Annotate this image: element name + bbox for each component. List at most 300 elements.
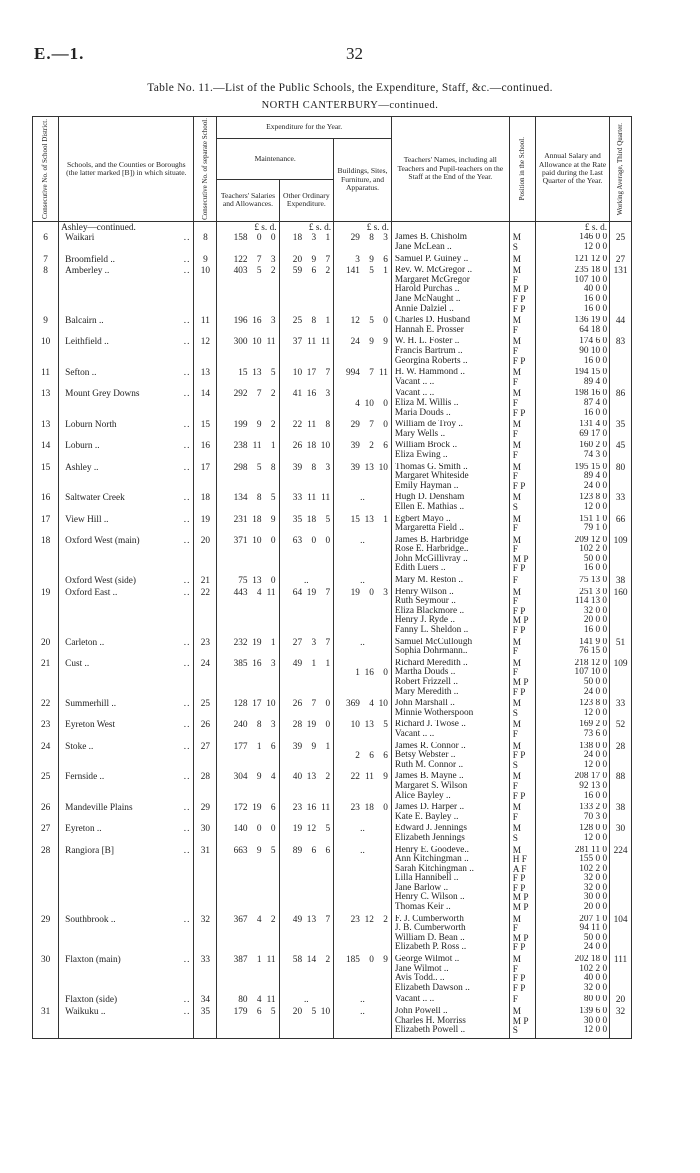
leader-dots: ..: [183, 824, 191, 835]
salaries-shillings: 0: [256, 824, 262, 835]
teacher-position: M: [512, 845, 522, 856]
other-shillings: 13: [306, 772, 317, 783]
working-average: 28: [610, 742, 632, 773]
salaries-shillings: 11: [252, 441, 262, 452]
salaries-pounds: 385: [233, 658, 248, 669]
teacher-salary: 70 3 0: [583, 811, 608, 822]
buildings-pounds: 24: [350, 337, 360, 348]
teacher-position: M: [512, 955, 522, 966]
other-shillings: 3: [311, 233, 317, 244]
position-cell: [509, 742, 535, 773]
school-number: 15: [194, 420, 217, 441]
salaries-pence: 11: [266, 337, 276, 348]
salaries-shillings: 16: [252, 658, 262, 669]
teacher-position: F: [512, 325, 518, 336]
school-name-text: Amberley ..: [65, 266, 110, 277]
teacher-name: Fanny L. Sheldon ..: [394, 625, 469, 636]
salaries-shillings: 8: [256, 493, 262, 504]
table-row: [33, 463, 632, 494]
other-pence: 1: [325, 658, 331, 669]
other-cell: [279, 1007, 334, 1038]
table-row: [33, 536, 632, 576]
buildings-amount: [335, 721, 390, 731]
school-cell: [60, 773, 192, 783]
buildings-pence: 5: [383, 720, 388, 731]
buildings-shillings: 13: [364, 462, 374, 473]
district-number: 7: [33, 255, 59, 267]
salaries-cell: [217, 659, 279, 699]
teacher-salary: 24 0 0: [583, 750, 608, 761]
teacher-position: F P: [512, 974, 526, 985]
teacher-salary: 218 12 0: [574, 658, 608, 668]
teacher-position: S: [512, 243, 518, 254]
teacher-position: F P: [512, 356, 526, 367]
other-cell: [279, 772, 334, 803]
district-number: 28: [33, 846, 59, 915]
teacher-name: Vacant .. ..: [394, 376, 435, 387]
teacher-name: James R. Connor ..: [394, 741, 466, 751]
other-amount: [281, 390, 333, 400]
district-number: 10: [33, 337, 59, 368]
teacher-position: F P: [512, 751, 526, 762]
teacher-position: F: [512, 545, 518, 556]
teacher-salary: 89 4 0: [583, 471, 608, 482]
buildings-cell: [334, 368, 392, 389]
other-amount: [281, 494, 333, 504]
position-cell: [509, 420, 535, 441]
buildings-cell: [334, 588, 392, 638]
other-shillings: 9: [311, 741, 317, 752]
leader-dots: ..: [183, 658, 191, 669]
other-pounds: 22: [292, 420, 303, 431]
position-cell: [509, 915, 535, 955]
buildings-pounds: 10: [350, 720, 360, 731]
leader-dots: ..: [183, 254, 191, 265]
position-cell: [509, 1007, 535, 1038]
table-row: [33, 772, 632, 803]
teachers-cell: [391, 995, 509, 1007]
teacher-position: F: [512, 347, 518, 357]
other-cell: [279, 266, 334, 316]
teacher-position: M P: [512, 933, 529, 944]
teacher-name: Henry E. Goodeve..: [394, 845, 469, 855]
other-shillings: 16: [306, 389, 317, 400]
buildings-dots: ..: [360, 845, 365, 856]
position-cell: [509, 389, 535, 420]
buildings-shillings: 9: [369, 337, 374, 348]
salaries-cell: [217, 536, 279, 576]
buildings-shillings: 13: [364, 514, 374, 525]
other-pence: 5: [325, 824, 331, 835]
district-number: 17: [33, 515, 59, 536]
teacher-name: Sophia Dohrmann..: [394, 646, 468, 657]
school-cell: [60, 721, 192, 731]
teachers-cell: [391, 803, 509, 824]
school-cell: [60, 464, 192, 474]
teacher-salary: 80 0 0: [583, 995, 608, 1005]
salary-cell: [535, 846, 609, 915]
salaries-pence: 9: [270, 514, 276, 525]
teacher-salary: 198 16 0: [574, 389, 608, 399]
buildings-cell: [334, 266, 392, 316]
salaries-amount: [218, 516, 277, 526]
other-cell: [279, 576, 334, 588]
salaries-amount: [218, 743, 277, 753]
teacher-name: Thomas G. Smith ..: [394, 462, 468, 472]
teacher-position: M P: [512, 678, 529, 688]
teacher-salary: 24 0 0: [583, 480, 608, 491]
table-row: [33, 368, 632, 389]
salaries-amount: [218, 317, 277, 327]
district-number: 16: [33, 493, 59, 514]
other-pounds: 27: [292, 637, 303, 648]
teacher-position: S: [512, 760, 518, 771]
teacher-salary: 123 8 0: [579, 493, 608, 503]
salaries-pounds: 196: [233, 316, 248, 327]
other-cell: [279, 699, 334, 720]
other-pence: 7: [325, 254, 331, 265]
working-average: 83: [610, 337, 632, 368]
position-cell: [509, 515, 535, 536]
teacher-salary: 24 0 0: [583, 942, 608, 953]
teacher-name: Emily Hayman ..: [394, 480, 459, 491]
other-pounds: 20: [292, 1007, 303, 1017]
teacher-position: M: [512, 337, 522, 348]
position-cell: [509, 772, 535, 803]
teacher-position: M: [512, 1007, 522, 1017]
salaries-pounds: 128: [233, 699, 248, 710]
teacher-position: M: [512, 389, 522, 400]
district-number: [33, 576, 59, 588]
other-cell: [279, 915, 334, 955]
other-pounds: 35: [292, 514, 303, 525]
other-pence: 0: [325, 720, 331, 731]
table-row: [33, 493, 632, 514]
teacher-salary: 50 0 0: [583, 677, 608, 687]
other-cell: [279, 316, 334, 337]
district-number: 27: [33, 824, 59, 845]
other-pence: 6: [325, 845, 331, 856]
school-number: 18: [194, 493, 217, 514]
teacher-name: Ruth M. Connor ..: [394, 759, 464, 770]
school-cell: [60, 256, 192, 266]
teacher-name: J. B. Cumberworth: [394, 923, 466, 934]
buildings-amount: [335, 338, 390, 348]
salary-cell: [535, 337, 609, 368]
salary-cell: [535, 316, 609, 337]
buildings-cell: [334, 389, 392, 420]
other-pounds: 64: [292, 587, 303, 598]
district-number: 11: [33, 368, 59, 389]
other-shillings: 17: [306, 368, 317, 379]
buildings-shillings: 2: [369, 441, 374, 452]
salaries-pounds: 403: [233, 266, 248, 277]
salaries-pence: 6: [270, 803, 276, 814]
leader-dots: ..: [183, 233, 191, 244]
salaries-pounds: 367: [233, 914, 248, 925]
other-pence: 1: [325, 741, 331, 752]
other-amount: [281, 267, 333, 277]
working-average: 224: [610, 846, 632, 915]
units-row: [33, 221, 632, 233]
salaries-cell: [217, 441, 279, 462]
salaries-pence: 3: [270, 720, 276, 731]
teachers-cell: [391, 576, 509, 588]
school-number: 29: [194, 803, 217, 824]
school-cell: [60, 390, 192, 400]
position-cell: [509, 463, 535, 494]
position-cell: [509, 995, 535, 1007]
working-average: 104: [610, 915, 632, 955]
salary-cell: [535, 955, 609, 995]
teacher-position: H F: [512, 855, 527, 866]
teacher-position: F P: [512, 983, 526, 994]
salaries-pounds: 179: [233, 1007, 248, 1017]
teacher-salary: 69 17 0: [579, 428, 608, 439]
school-name: [59, 463, 194, 494]
salaries-cell: [217, 233, 279, 254]
table-row: [33, 955, 632, 995]
other-pounds: 25: [292, 316, 303, 327]
salary-cell: [535, 588, 609, 638]
school-name: [59, 255, 194, 267]
teacher-name: John Powell ..: [394, 1007, 448, 1016]
teacher-position: M: [512, 824, 522, 835]
other-pounds: 26: [292, 441, 303, 452]
table-row: [33, 389, 632, 420]
school-number: 14: [194, 389, 217, 420]
teacher-salary: 174 6 0: [579, 337, 608, 347]
buildings-pence: 0: [383, 398, 388, 409]
teacher-name: Charles H. Morriss: [394, 1015, 466, 1026]
salaries-pence: 5: [270, 493, 276, 504]
salaries-pounds: 140: [233, 824, 248, 835]
working-average: 51: [610, 638, 632, 659]
salaries-shillings: 4: [256, 995, 262, 1006]
school-cell: [60, 743, 192, 753]
teachers-cell: [391, 233, 509, 254]
other-shillings: 18: [306, 514, 317, 525]
salaries-amount: [218, 494, 277, 504]
district-number: 14: [33, 441, 59, 462]
school-number: 22: [194, 588, 217, 638]
teacher-position: M: [512, 316, 522, 327]
buildings-dots: ..: [360, 637, 365, 648]
salaries-amount: [218, 338, 277, 348]
buildings-cell: [334, 316, 392, 337]
other-pounds: 20: [292, 254, 303, 265]
leader-dots: ..: [183, 995, 191, 1006]
salaries-pounds: 75: [238, 576, 248, 587]
other-cell: [279, 233, 334, 254]
salaries-amount: [218, 464, 277, 474]
buildings-amount: [335, 442, 390, 452]
teacher-position: M: [512, 587, 522, 598]
district-number: 13: [33, 389, 59, 420]
buildings-amount: [335, 234, 390, 244]
salaries-cell: [217, 337, 279, 368]
buildings-cell: [334, 742, 392, 773]
other-pounds: 58: [292, 955, 303, 966]
buildings-cell: [334, 803, 392, 824]
salaries-pounds: 298: [233, 462, 248, 473]
other-cell: [279, 742, 334, 773]
table-row: [33, 316, 632, 337]
other-cell: [279, 720, 334, 741]
teacher-position: F P: [512, 408, 526, 419]
school-name: [59, 389, 194, 420]
teacher-position: F: [512, 275, 518, 286]
salaries-cell: [217, 803, 279, 824]
school-name-text: Cust ..: [65, 658, 90, 669]
salaries-amount: [218, 421, 277, 431]
school-name-text: Rangiora [B]: [65, 845, 114, 856]
position-cell: [509, 493, 535, 514]
other-pounds: 18: [292, 233, 303, 244]
district-number: 18: [33, 536, 59, 576]
salaries-shillings: 7: [256, 389, 262, 400]
other-pounds: 39: [292, 741, 303, 752]
school-name-text: Flaxton (main): [65, 955, 121, 966]
school-name: [59, 420, 194, 441]
school-name: [59, 720, 194, 741]
salaries-pounds: 663: [233, 845, 248, 856]
table-title: Table No. 11.—List of the Public Schools, the Expenditure, Staff, &c.—continued.: [147, 82, 553, 94]
salaries-shillings: 9: [256, 845, 262, 856]
district-number: 30: [33, 955, 59, 995]
teacher-salary: 20 0 0: [583, 615, 608, 626]
school-number: 28: [194, 772, 217, 803]
teacher-name: Vacant .. ..: [394, 728, 435, 739]
buildings-amount: [335, 916, 390, 926]
buildings-amount: [335, 317, 390, 327]
teacher-name: Jane McNaught ..: [394, 294, 461, 305]
teachers-cell: [391, 846, 509, 915]
page-header: [34, 44, 634, 68]
salaries-pounds: 387: [233, 955, 248, 966]
buildings-pounds: 23: [350, 914, 360, 925]
buildings-pounds: 19: [350, 587, 360, 598]
teacher-name: Margaret McGregor: [394, 274, 470, 285]
teacher-position: M: [512, 441, 522, 452]
teacher-name: Margaretta Field ..: [394, 523, 464, 534]
leader-dots: ..: [183, 266, 191, 277]
units-salaries: £ s. d.: [217, 221, 279, 233]
teacher-salary: 16 0 0: [583, 790, 608, 801]
buildings-pence: 0: [383, 668, 388, 679]
teacher-salary: 16 0 0: [583, 294, 608, 305]
buildings-pence: 3: [383, 233, 388, 244]
buildings-cell: [334, 337, 392, 368]
buildings-pounds: 185: [345, 955, 360, 966]
teacher-position: F: [512, 668, 518, 679]
salaries-pence: 4: [270, 772, 276, 783]
teacher-salary: 40 0 0: [583, 284, 608, 295]
position-cell: [509, 824, 535, 845]
school-name: [59, 824, 194, 845]
salaries-amount: [218, 369, 277, 379]
teacher-name: Vacant .. ..: [394, 995, 435, 1005]
salary-cell: [535, 824, 609, 845]
teacher-salary: 107 10 0: [574, 667, 608, 678]
buildings-shillings: 5: [369, 316, 374, 327]
other-cell: [279, 803, 334, 824]
leader-dots: ..: [183, 699, 191, 710]
salaries-pounds: 231: [233, 514, 248, 525]
working-average: 38: [610, 576, 632, 588]
working-average: 88: [610, 772, 632, 803]
school-name: [59, 576, 194, 588]
salary-cell: [535, 995, 609, 1007]
buildings-amount: [335, 390, 390, 409]
teacher-position: S: [512, 502, 518, 513]
teacher-name: Mary Wells ..: [394, 428, 446, 439]
school-name-text: Oxford West (main): [65, 535, 140, 546]
buildings-pence: 1: [383, 514, 388, 525]
salaries-pence: 5: [270, 1007, 276, 1017]
table-row: [33, 576, 632, 588]
teacher-salary: 32 0 0: [583, 605, 608, 616]
salaries-cell: [217, 316, 279, 337]
teacher-salary: 50 0 0: [583, 553, 608, 564]
salaries-shillings: 9: [256, 772, 262, 783]
leader-dots: ..: [183, 1007, 191, 1017]
salaries-shillings: 1: [256, 955, 262, 966]
buildings-cell: [334, 720, 392, 741]
other-amount: [281, 234, 333, 244]
working-average: 109: [610, 659, 632, 699]
teacher-name: Egbert Mayo ..: [394, 514, 451, 524]
teacher-position: S: [512, 708, 518, 719]
buildings-pence: 11: [378, 368, 388, 379]
salary-cell: [535, 915, 609, 955]
units-salary: £ s. d.: [535, 221, 609, 233]
buildings-amount: [335, 804, 390, 814]
school-number: 13: [194, 368, 217, 389]
school-name-text: Sefton ..: [65, 368, 97, 379]
other-pence: 7: [325, 587, 331, 598]
teacher-salary: 195 15 0: [574, 462, 608, 472]
teacher-position: F: [512, 472, 518, 483]
teacher-salary: 121 12 0: [574, 254, 608, 264]
salaries-shillings: 9: [256, 420, 262, 431]
salary-cell: [535, 699, 609, 720]
other-shillings: 16: [306, 803, 317, 814]
teacher-salary: 138 0 0: [579, 741, 608, 751]
salaries-amount: [218, 660, 277, 670]
salaries-shillings: 18: [252, 514, 262, 525]
table-row: [33, 1007, 632, 1038]
teacher-name: John McGillivray ..: [394, 553, 468, 564]
teacher-position: M: [512, 462, 522, 473]
working-average: 33: [610, 493, 632, 514]
leader-dots: ..: [183, 441, 191, 452]
other-cell: [279, 846, 334, 915]
salaries-shillings: 7: [256, 254, 262, 265]
other-amount: [281, 804, 333, 814]
working-average: [610, 368, 632, 389]
teacher-position: M: [512, 699, 522, 710]
teachers-cell: [391, 463, 509, 494]
col-schools: Schools, and the Counties or Boroughs (the latter marked [B]) in which situate.: [59, 117, 194, 222]
teacher-position: F P: [512, 626, 526, 637]
buildings-pounds: 3: [355, 254, 360, 265]
teacher-salary: 76 15 0: [579, 646, 608, 657]
working-average: 33: [610, 699, 632, 720]
leader-dots: ..: [183, 772, 191, 783]
teacher-name: Mary M. Reston ..: [394, 576, 464, 586]
teachers-cell: [391, 588, 509, 638]
